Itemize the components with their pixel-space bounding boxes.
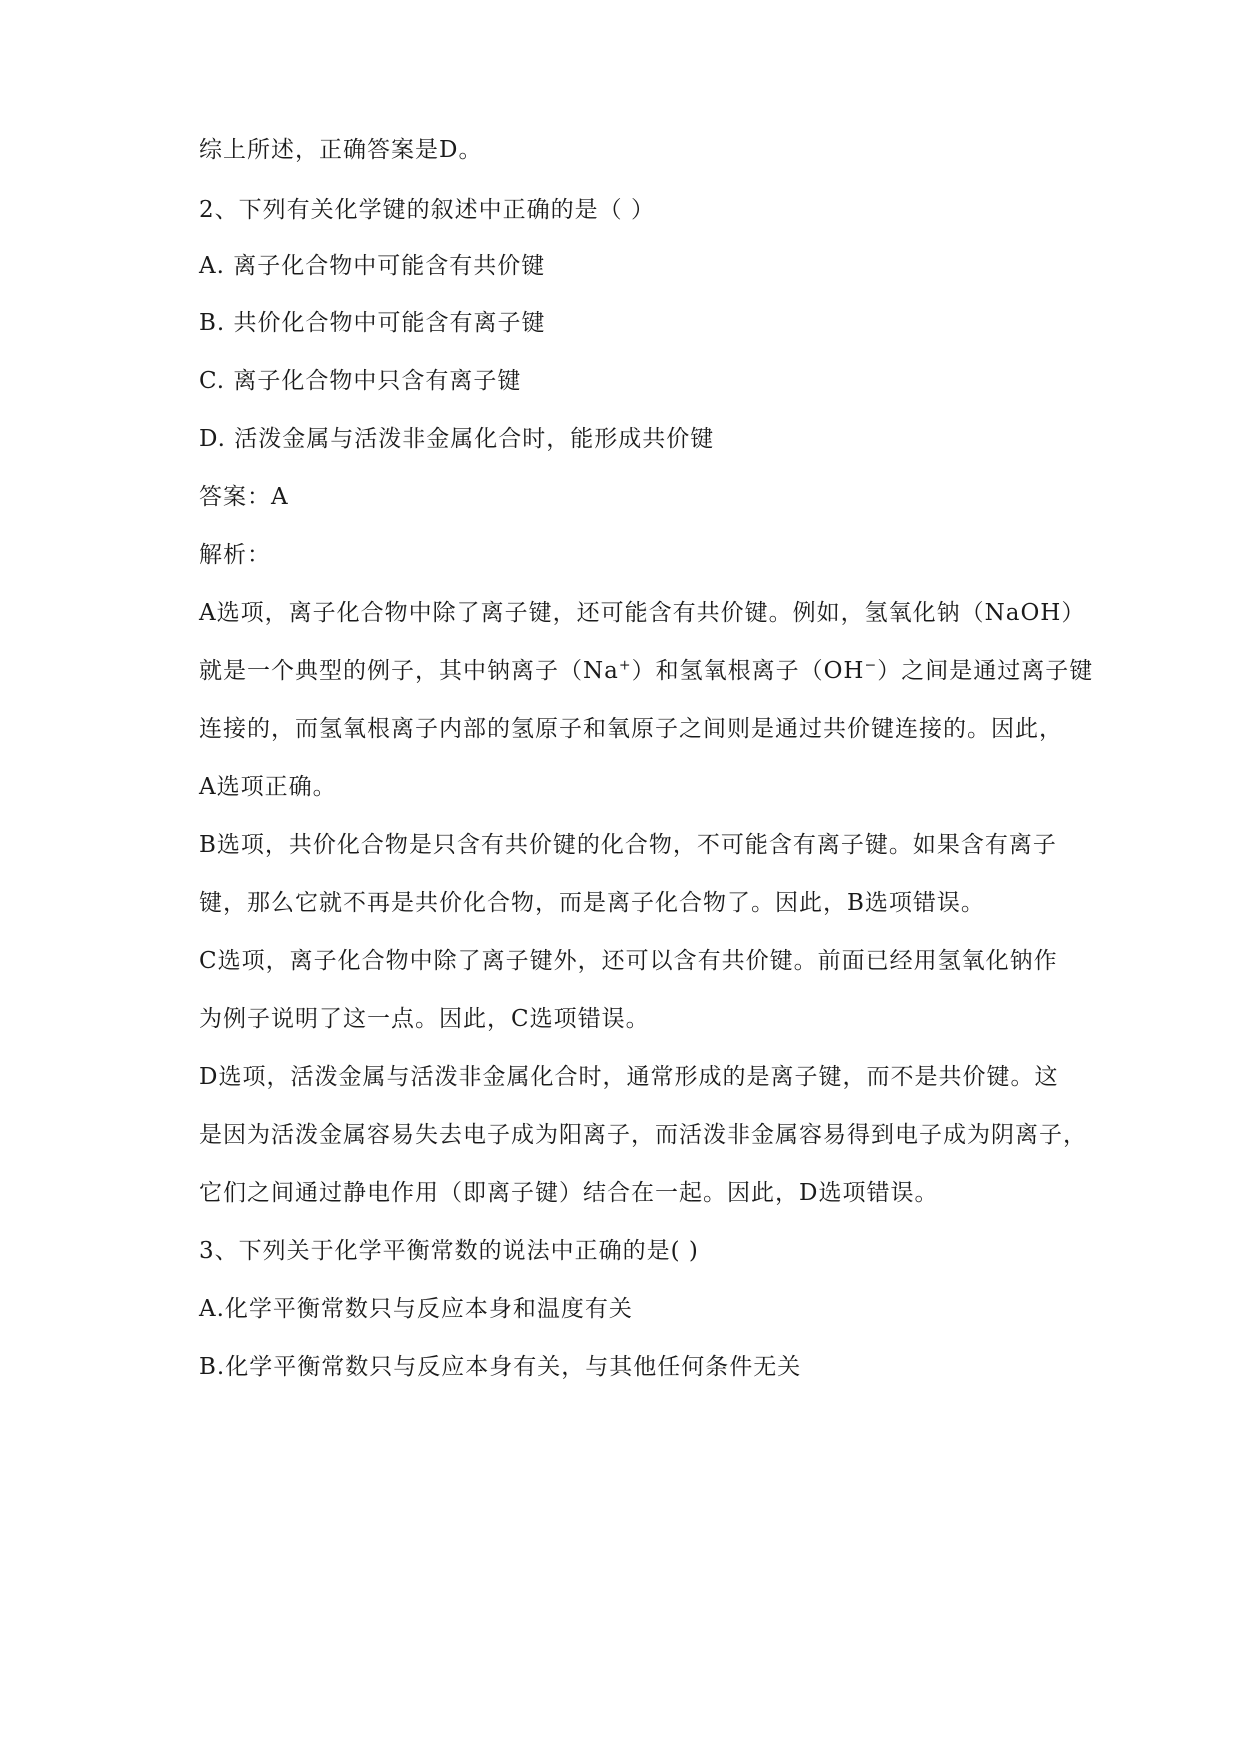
analysis-d-line-1: D选项，活泼金属与活泼非金属化合时，通常形成的是离子键，而不是共价键。这 (199, 1064, 1059, 1090)
q2-option-b: B. 共价化合物中可能含有离子键 (199, 310, 546, 336)
analysis-a-line-3: 连接的，而氢氧根离子内部的氢原子和氧原子之间则是通过共价键连接的。因此， (199, 716, 1063, 742)
analysis-c-line-1: C选项，离子化合物中除了离子键外，还可以含有共价键。前面已经用氢氧化钠作 (199, 948, 1058, 974)
analysis-a-line-2 (199, 656, 1093, 686)
analysis-a-line-2-part-2: ）和氢氧根离子（OH (631, 658, 865, 684)
analysis-a-line-4: A选项正确。 (199, 774, 337, 800)
analysis-a-line-1: A选项，离子化合物中除了离子键，还可能含有共价键。例如，氢氧化钠（NaOH） (199, 600, 1086, 626)
analysis-d-line-3: 它们之间通过静电作用（即离子键）结合在一起。因此，D选项错误。 (199, 1180, 939, 1206)
q2-option-c: C. 离子化合物中只含有离子键 (199, 368, 522, 394)
question-3-stem: 3、下列关于化学平衡常数的说法中正确的是( ) (199, 1238, 699, 1264)
q2-answer: 答案：A (199, 484, 289, 510)
analysis-c-line-2: 为例子说明了这一点。因此，C选项错误。 (199, 1006, 650, 1032)
analysis-a-line-2-part-3: ）之间是通过离子键 (877, 658, 1094, 684)
q2-analysis-heading: 解析： (199, 542, 271, 568)
question-2-stem: 2、下列有关化学键的叙述中正确的是（ ） (199, 197, 655, 223)
sodium-ion-charge: + (618, 657, 632, 674)
q3-option-a: A.化学平衡常数只与反应本身和温度有关 (199, 1296, 633, 1322)
analysis-b-line-2: 键，那么它就不再是共价化合物，而是离子化合物了。因此，B选项错误。 (199, 890, 985, 916)
conclusion-line: 综上所述，正确答案是D。 (199, 137, 483, 163)
q2-option-d: D. 活泼金属与活泼非金属化合时，能形成共价键 (199, 426, 715, 452)
analysis-b-line-1: B选项，共价化合物是只含有共价键的化合物，不可能含有离子键。如果含有离子 (199, 832, 1057, 858)
analysis-d-line-2: 是因为活泼金属容易失去电子成为阳离子，而活泼非金属容易得到电子成为阴离子， (199, 1122, 1087, 1148)
analysis-a-line-2-part-1: 就是一个典型的例子，其中钠离子（Na (199, 658, 619, 684)
hydroxide-ion-charge: − (864, 657, 878, 674)
q3-option-b: B.化学平衡常数只与反应本身有关，与其他任何条件无关 (199, 1354, 802, 1380)
q2-option-a: A. 离子化合物中可能含有共价键 (199, 253, 546, 279)
